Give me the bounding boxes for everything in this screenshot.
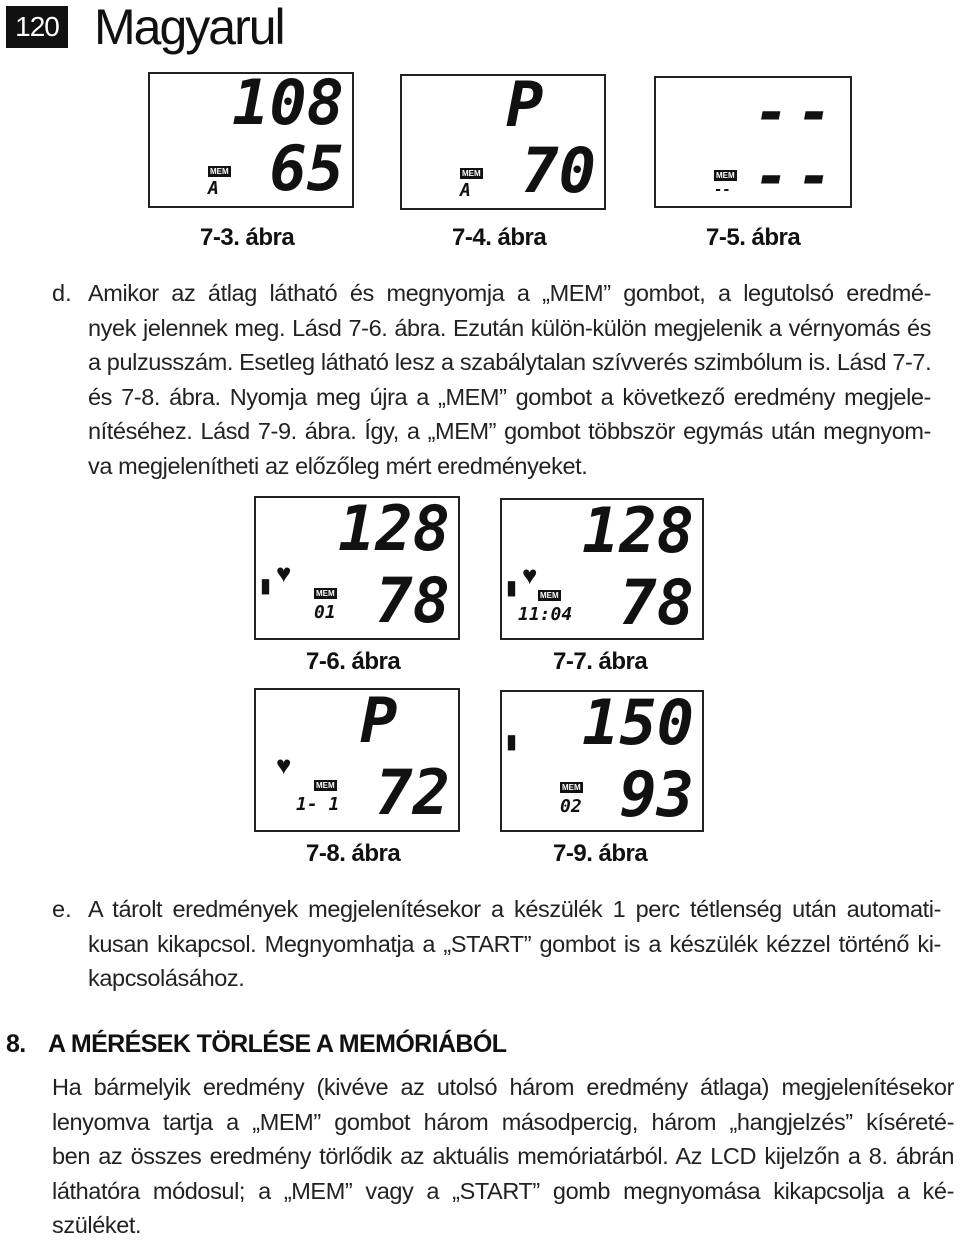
lcd-figure-7-9 <box>500 686 704 832</box>
figure-caption: 7-8. ábra <box>306 840 401 867</box>
text-line: A tárolt eredmények megjelenítésekor a készülék 1 perc tétlenség után automati- <box>88 896 941 922</box>
mem-indicator: MEM <box>210 167 229 176</box>
text-line: szüléket. <box>52 1212 142 1238</box>
lcd-figure-7-8 <box>254 684 460 832</box>
heart-icon: ♥ <box>522 560 538 590</box>
irregular-heartbeat-icon: ▮ <box>506 577 518 599</box>
lcd-memory-label: A <box>208 178 219 199</box>
lcd-systolic-value: 150 <box>582 686 694 759</box>
lcd-systolic-value: 108 <box>232 66 344 139</box>
lcd-systolic-value: 128 <box>582 494 694 567</box>
lcd-pulse-label: P <box>506 68 544 141</box>
lcd-pulse-label: P <box>360 684 398 757</box>
text-line: és 7-8. ábra. Nyomja meg újra a „MEM” gombot a következő eredmény megjele- <box>88 383 931 410</box>
lcd-diastolic-value: 78 <box>375 564 450 637</box>
lcd-figure-7-3 <box>148 66 354 208</box>
page-number: 120 <box>6 6 68 48</box>
figure-caption: 7-3. ábra <box>200 224 295 251</box>
text-line: kusan kikapcsol. Megnyomhatja a „START” gombot is a készülék kézzel történő ki- <box>88 930 941 957</box>
section-8-body <box>52 1070 954 1243</box>
lcd-diastolic-value: 93 <box>619 758 694 831</box>
text-line: a pulzusszám. Esetleg látható lesz a szabálytalan szívverés szimbólum is. Lásd 7-7. <box>88 349 932 375</box>
section-heading: A MÉRÉSEK TÖRLÉSE A MEMÓRIÁBÓL <box>48 1030 507 1058</box>
text-line: va megjelenítheti az előzőleg mért eredményeket. <box>88 452 588 479</box>
text-line: Amikor az átlag látható és megnyomja a „MEM” gombot, a legutolsó eredmé- <box>88 280 931 306</box>
mem-indicator: MEM <box>316 589 335 598</box>
lcd-memory-label: A <box>460 180 471 201</box>
mem-indicator: MEM <box>316 781 335 790</box>
lcd-pulse-value: 70 <box>521 134 596 207</box>
lcd-time-label: 11:04 <box>518 604 573 625</box>
figure-caption: 7-4. ábra <box>452 224 547 251</box>
text-line: nítéséhez. Lásd 7-9. ábra. Így, a „MEM” gombot többször egymás után megnyom- <box>88 418 931 444</box>
lcd-figure-7-5 <box>654 76 852 208</box>
lcd-systolic-value: 128 <box>338 492 450 565</box>
list-marker: d. <box>52 280 72 306</box>
lcd-figure-7-4 <box>400 68 606 210</box>
lcd-systolic-dashes: -- <box>754 78 840 146</box>
lcd-figure-7-6 <box>254 492 460 640</box>
paragraph-e <box>88 892 941 996</box>
text-line: ben az összes eredmény törlődik az aktuális memóriatárból. Az LCD kijelzőn a 8. ábrán <box>52 1143 954 1169</box>
figure-caption: 7-5. ábra <box>706 224 801 251</box>
text-line: lenyomva tartja a „MEM” gombot három másodpercig, három „hangjelzés” kíséreté- <box>52 1108 954 1135</box>
heart-icon: ♥ <box>276 558 292 588</box>
mem-indicator: MEM <box>462 169 481 178</box>
irregular-heartbeat-icon: ▮ <box>506 731 518 753</box>
lcd-memory-label: 02 <box>560 796 582 817</box>
text-line: nyek jelennek meg. Lásd 7-6. ábra. Ezután külön-külön megjelenik a vérnyomás és <box>88 314 931 341</box>
text-line: kapcsolásához. <box>88 965 245 991</box>
mem-indicator: MEM <box>716 171 735 180</box>
text-line: Ha bármelyik eredmény (kivéve az utolsó három eredmény átlaga) megjelenítésekor <box>52 1074 954 1100</box>
mem-indicator: MEM <box>562 783 581 792</box>
section-number: 8. <box>6 1030 26 1058</box>
lcd-figure-7-7 <box>500 494 704 640</box>
lcd-diastolic-value: 78 <box>619 566 694 639</box>
irregular-heartbeat-icon: ▮ <box>260 575 272 597</box>
lcd-diastolic-value: 65 <box>269 132 344 205</box>
heart-icon: ♥ <box>276 750 292 780</box>
figure-caption: 7-6. ábra <box>306 648 401 675</box>
lcd-diastolic-dashes: -- <box>754 142 840 210</box>
mem-indicator: MEM <box>540 591 559 600</box>
lcd-memory-label: -- <box>714 182 731 198</box>
list-marker: e. <box>52 896 72 922</box>
figure-caption: 7-7. ábra <box>553 648 648 675</box>
lcd-pulse-value: 72 <box>375 756 450 829</box>
lcd-memory-label: 01 <box>314 602 336 623</box>
paragraph-d <box>88 276 931 483</box>
page-title: Magyarul <box>94 0 284 55</box>
lcd-memory-label: 1- 1 <box>296 794 340 815</box>
figure-caption: 7-9. ábra <box>553 840 648 867</box>
text-line: láthatóra módosul; a „MEM” vagy a „START” gomb megnyomása kikapcsolja a ké- <box>52 1177 954 1204</box>
